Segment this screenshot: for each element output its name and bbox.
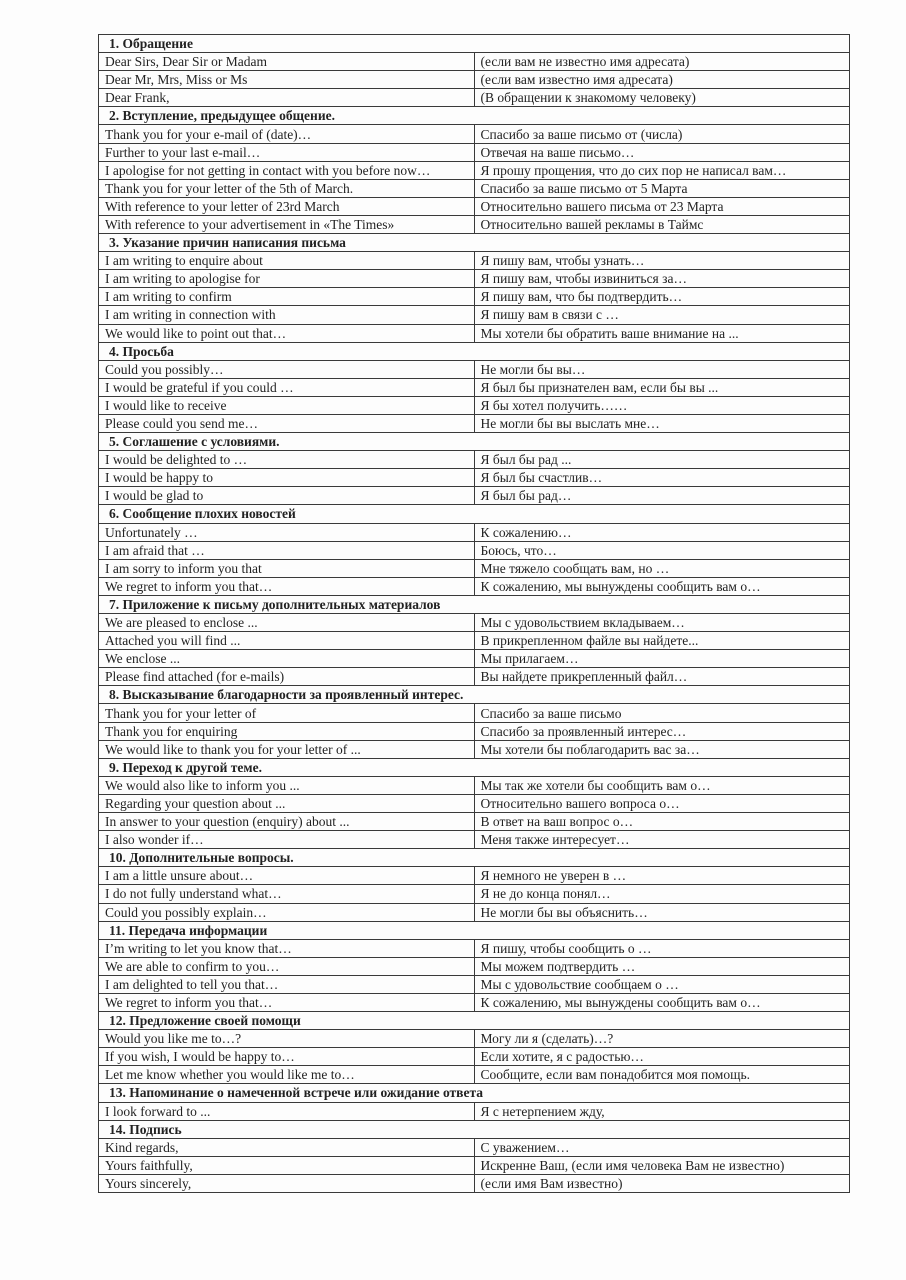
english-phrase: I would be glad to: [99, 487, 475, 505]
english-phrase: Yours sincerely,: [99, 1174, 475, 1192]
phrases-table: [98, 34, 850, 1193]
table-row: [99, 1030, 850, 1048]
russian-translation: Могу ли я (сделать)…?: [474, 1030, 850, 1048]
russian-translation: (если вам не известно имя адресата): [474, 53, 850, 71]
section-header-row: [99, 849, 850, 867]
table-row: [99, 53, 850, 71]
russian-translation: Относительно вашего вопроса о…: [474, 794, 850, 812]
russian-translation: (если имя Вам известно): [474, 1174, 850, 1192]
table-row: [99, 668, 850, 686]
table-row: [99, 306, 850, 324]
russian-translation: (В обращении к знакомому человеку): [474, 89, 850, 107]
section-header-row: [99, 505, 850, 523]
english-phrase: Could you possibly…: [99, 360, 475, 378]
english-phrase: We regret to inform you that…: [99, 993, 475, 1011]
russian-translation: Спасибо за ваше письмо от (числа): [474, 125, 850, 143]
table-row: [99, 740, 850, 758]
table-row: [99, 197, 850, 215]
section-header-row: [99, 35, 850, 53]
english-phrase: Would you like me to…?: [99, 1030, 475, 1048]
english-phrase: I am writing to confirm: [99, 288, 475, 306]
table-row: [99, 179, 850, 197]
section-header-row: [99, 433, 850, 451]
table-row: [99, 378, 850, 396]
russian-translation: Сообщите, если вам понадобится моя помощь.: [474, 1066, 850, 1084]
section-title: 6. Сообщение плохих новостей: [99, 505, 850, 523]
section-title: 4. Просьба: [99, 342, 850, 360]
table-row: [99, 396, 850, 414]
russian-translation: К сожалению, мы вынуждены сообщить вам о…: [474, 577, 850, 595]
table-row: [99, 939, 850, 957]
russian-translation: Относительно вашей рекламы в Таймс: [474, 215, 850, 233]
english-phrase: We are pleased to enclose ...: [99, 614, 475, 632]
english-phrase: Thank you for your letter of the 5th of March.: [99, 179, 475, 197]
russian-translation: Отвечая на ваше письмо…: [474, 143, 850, 161]
english-phrase: We are able to confirm to you…: [99, 957, 475, 975]
document-page: [98, 34, 850, 1193]
table-row: [99, 1102, 850, 1120]
table-row: [99, 577, 850, 595]
english-phrase: With reference to your letter of 23rd March: [99, 197, 475, 215]
russian-translation: Я пишу вам, что бы подтвердить…: [474, 288, 850, 306]
table-row: [99, 993, 850, 1011]
russian-translation: К сожалению, мы вынуждены сообщить вам о…: [474, 993, 850, 1011]
table-row: [99, 89, 850, 107]
russian-translation: Мы хотели бы поблагодарить вас за…: [474, 740, 850, 758]
english-phrase: I am a little unsure about…: [99, 867, 475, 885]
english-phrase: I’m writing to let you know that…: [99, 939, 475, 957]
table-row: [99, 1048, 850, 1066]
russian-translation: К сожалению…: [474, 523, 850, 541]
table-row: [99, 125, 850, 143]
russian-translation: Боюсь, что…: [474, 541, 850, 559]
russian-translation: Я был бы рад…: [474, 487, 850, 505]
english-phrase: I would be happy to: [99, 469, 475, 487]
russian-translation: Мы с удовольствием вкладываем…: [474, 614, 850, 632]
english-phrase: I would be grateful if you could …: [99, 378, 475, 396]
english-phrase: I apologise for not getting in contact with you before now…: [99, 161, 475, 179]
english-phrase: Dear Sirs, Dear Sir or Madam: [99, 53, 475, 71]
russian-translation: (если вам известно имя адресата): [474, 71, 850, 89]
table-row: [99, 650, 850, 668]
section-header-row: [99, 1084, 850, 1102]
table-row: [99, 957, 850, 975]
russian-translation: Я пишу вам, чтобы узнать…: [474, 252, 850, 270]
table-row: [99, 559, 850, 577]
table-row: [99, 324, 850, 342]
russian-translation: Не могли бы вы выслать мне…: [474, 414, 850, 432]
english-phrase: Please could you send me…: [99, 414, 475, 432]
section-header-row: [99, 1120, 850, 1138]
russian-translation: Я был бы признателен вам, если бы вы ...: [474, 378, 850, 396]
section-title: 8. Высказывание благодарности за проявленный интерес.: [99, 686, 850, 704]
russian-translation: Спасибо за ваше письмо от 5 Марта: [474, 179, 850, 197]
english-phrase: We enclose ...: [99, 650, 475, 668]
english-phrase: Dear Frank,: [99, 89, 475, 107]
russian-translation: Относительно вашего письма от 23 Марта: [474, 197, 850, 215]
section-title: 1. Обращение: [99, 35, 850, 53]
table-row: [99, 270, 850, 288]
russian-translation: Мы прилагаем…: [474, 650, 850, 668]
english-phrase: Kind regards,: [99, 1138, 475, 1156]
english-phrase: I would like to receive: [99, 396, 475, 414]
phrases-table-body: [99, 35, 850, 1193]
russian-translation: Если хотите, я с радостью…: [474, 1048, 850, 1066]
section-header-row: [99, 686, 850, 704]
section-header-row: [99, 758, 850, 776]
russian-translation: Не могли бы вы объяснить…: [474, 903, 850, 921]
table-row: [99, 541, 850, 559]
table-row: [99, 523, 850, 541]
english-phrase: Thank you for your letter of: [99, 704, 475, 722]
table-row: [99, 704, 850, 722]
section-title: 9. Переход к другой теме.: [99, 758, 850, 776]
table-row: [99, 1156, 850, 1174]
english-phrase: I am writing in connection with: [99, 306, 475, 324]
russian-translation: Я с нетерпением жду,: [474, 1102, 850, 1120]
table-row: [99, 867, 850, 885]
english-phrase: Regarding your question about ...: [99, 794, 475, 812]
russian-translation: Мы хотели бы обратить ваше внимание на ...: [474, 324, 850, 342]
russian-translation: В ответ на ваш вопрос о…: [474, 813, 850, 831]
russian-translation: Мне тяжело сообщать вам, но …: [474, 559, 850, 577]
english-phrase: If you wish, I would be happy to…: [99, 1048, 475, 1066]
english-phrase: We regret to inform you that…: [99, 577, 475, 595]
table-row: [99, 288, 850, 306]
english-phrase: I look forward to ...: [99, 1102, 475, 1120]
table-row: [99, 632, 850, 650]
table-row: [99, 813, 850, 831]
english-phrase: Dear Mr, Mrs, Miss or Ms: [99, 71, 475, 89]
russian-translation: Я пишу, чтобы сообщить о …: [474, 939, 850, 957]
russian-translation: С уважением…: [474, 1138, 850, 1156]
english-phrase: I am sorry to inform you that: [99, 559, 475, 577]
english-phrase: I am writing to enquire about: [99, 252, 475, 270]
english-phrase: Let me know whether you would like me to…: [99, 1066, 475, 1084]
english-phrase: Could you possibly explain…: [99, 903, 475, 921]
table-row: [99, 487, 850, 505]
section-title: 13. Напоминание о намеченной встрече или ожидание ответа: [99, 1084, 850, 1102]
russian-translation: Искренне Ваш, (если имя человека Вам не известно): [474, 1156, 850, 1174]
table-row: [99, 903, 850, 921]
english-phrase: Further to your last e-mail…: [99, 143, 475, 161]
english-phrase: We would like to point out that…: [99, 324, 475, 342]
table-row: [99, 1138, 850, 1156]
russian-translation: Не могли бы вы…: [474, 360, 850, 378]
section-title: 5. Соглашение с условиями.: [99, 433, 850, 451]
english-phrase: We would also like to inform you ...: [99, 776, 475, 794]
english-phrase: Thank you for enquiring: [99, 722, 475, 740]
table-row: [99, 414, 850, 432]
english-phrase: I am delighted to tell you that…: [99, 975, 475, 993]
english-phrase: I also wonder if…: [99, 831, 475, 849]
russian-translation: Вы найдете прикрепленный файл…: [474, 668, 850, 686]
section-title: 14. Подпись: [99, 1120, 850, 1138]
table-row: [99, 614, 850, 632]
english-phrase: I am writing to apologise for: [99, 270, 475, 288]
russian-translation: В прикрепленном файле вы найдете...: [474, 632, 850, 650]
table-row: [99, 360, 850, 378]
section-title: 2. Вступление, предыдущее общение.: [99, 107, 850, 125]
section-header-row: [99, 595, 850, 613]
russian-translation: Меня также интересует…: [474, 831, 850, 849]
russian-translation: Я был бы рад ...: [474, 451, 850, 469]
english-phrase: Unfortunately …: [99, 523, 475, 541]
english-phrase: Yours faithfully,: [99, 1156, 475, 1174]
section-title: 3. Указание причин написания письма: [99, 234, 850, 252]
table-row: [99, 794, 850, 812]
english-phrase: In answer to your question (enquiry) about ...: [99, 813, 475, 831]
section-title: 10. Дополнительные вопросы.: [99, 849, 850, 867]
russian-translation: Спасибо за проявленный интерес…: [474, 722, 850, 740]
table-row: [99, 885, 850, 903]
table-row: [99, 722, 850, 740]
table-row: [99, 776, 850, 794]
english-phrase: I am afraid that …: [99, 541, 475, 559]
russian-translation: Я был бы счастлив…: [474, 469, 850, 487]
table-row: [99, 71, 850, 89]
russian-translation: Я бы хотел получить……: [474, 396, 850, 414]
english-phrase: With reference to your advertisement in «The Times»: [99, 215, 475, 233]
russian-translation: Я пишу вам, чтобы извиниться за…: [474, 270, 850, 288]
russian-translation: Мы можем подтвердить …: [474, 957, 850, 975]
section-title: 12. Предложение своей помощи: [99, 1012, 850, 1030]
table-row: [99, 1066, 850, 1084]
section-title: 11. Передача информации: [99, 921, 850, 939]
english-phrase: Thank you for your e-mail of (date)…: [99, 125, 475, 143]
table-row: [99, 215, 850, 233]
russian-translation: Мы так же хотели бы сообщить вам о…: [474, 776, 850, 794]
russian-translation: Я пишу вам в связи с …: [474, 306, 850, 324]
table-row: [99, 469, 850, 487]
table-row: [99, 831, 850, 849]
russian-translation: Я прошу прощения, что до сих пор не написал вам…: [474, 161, 850, 179]
table-row: [99, 451, 850, 469]
table-row: [99, 161, 850, 179]
english-phrase: I do not fully understand what…: [99, 885, 475, 903]
table-row: [99, 143, 850, 161]
english-phrase: I would be delighted to …: [99, 451, 475, 469]
english-phrase: We would like to thank you for your letter of ...: [99, 740, 475, 758]
russian-translation: Я не до конца понял…: [474, 885, 850, 903]
section-header-row: [99, 234, 850, 252]
russian-translation: Спасибо за ваше письмо: [474, 704, 850, 722]
russian-translation: Я немного не уверен в …: [474, 867, 850, 885]
section-header-row: [99, 107, 850, 125]
english-phrase: Please find attached (for e-mails): [99, 668, 475, 686]
section-header-row: [99, 921, 850, 939]
table-row: [99, 1174, 850, 1192]
table-row: [99, 252, 850, 270]
section-header-row: [99, 1012, 850, 1030]
section-title: 7. Приложение к письму дополнительных материалов: [99, 595, 850, 613]
section-header-row: [99, 342, 850, 360]
table-row: [99, 975, 850, 993]
russian-translation: Мы с удовольствие сообщаем о …: [474, 975, 850, 993]
english-phrase: Attached you will find ...: [99, 632, 475, 650]
